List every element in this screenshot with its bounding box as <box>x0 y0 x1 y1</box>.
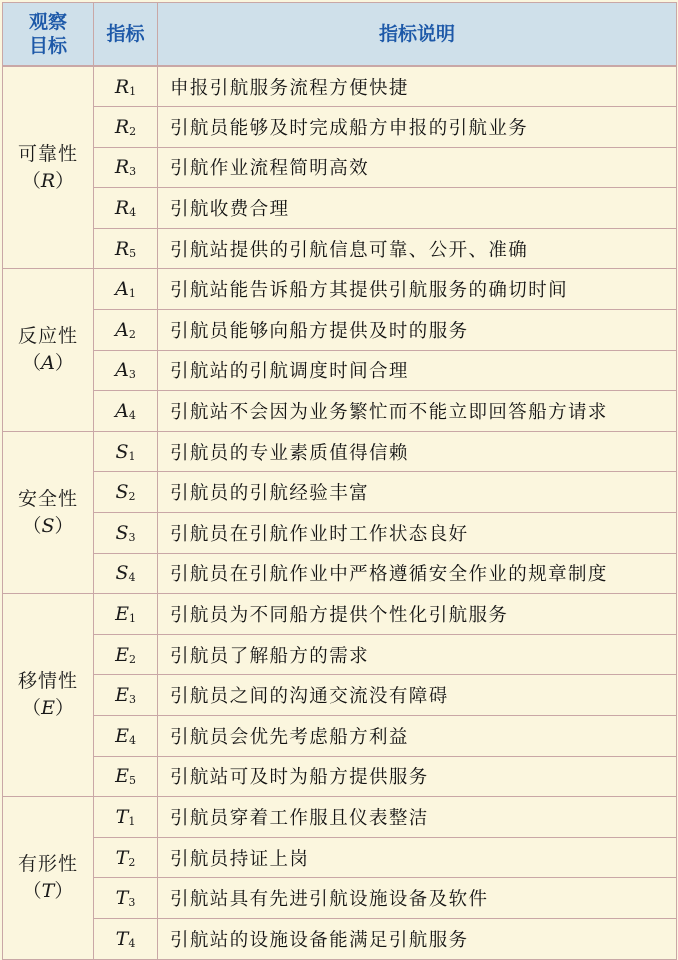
indicator-code <box>94 107 158 148</box>
indicator-description: 引航员会优先考虑船方利益 <box>158 716 677 757</box>
indicator-index: 3 <box>128 530 136 544</box>
indicator-index: 4 <box>129 206 137 220</box>
category-symbol-letter: S <box>41 514 55 537</box>
indicator-code <box>94 350 158 391</box>
indicator-index: 1 <box>128 814 136 828</box>
table-row <box>3 188 677 229</box>
table-row <box>3 716 677 757</box>
indicator-description: 引航作业流程简明高效 <box>158 147 677 188</box>
table-row <box>3 837 677 878</box>
category-symbol: （T） <box>22 879 74 902</box>
indicator-code <box>94 594 158 635</box>
indicator-letter: E <box>115 603 129 626</box>
header-category-line2: 目标 <box>28 35 67 57</box>
indicator-code <box>94 797 158 838</box>
table-row <box>3 878 677 919</box>
table-row <box>3 797 677 838</box>
table-row <box>3 918 677 959</box>
indicator-letter: S <box>115 440 129 463</box>
indicator-description: 引航员能够向船方提供及时的服务 <box>158 310 677 351</box>
indicator-letter: S <box>115 481 129 504</box>
category-name: 安全性 <box>17 487 78 510</box>
category-symbol: （E） <box>22 697 74 720</box>
table-row <box>3 350 677 391</box>
header-category <box>3 3 94 67</box>
category-symbol: （S） <box>22 514 74 537</box>
indicator-letter: R <box>114 197 130 220</box>
indicator-index: 3 <box>128 896 136 910</box>
indicator-code <box>94 228 158 269</box>
category-cell <box>3 594 94 797</box>
indicator-letter: A <box>115 318 129 341</box>
indicator-description: 引航站不会因为业务繁忙而不能立即回答船方请求 <box>158 391 677 432</box>
indicator-index: 1 <box>128 449 136 463</box>
indicator-code <box>94 837 158 878</box>
indicator-code <box>94 269 158 310</box>
category-cell <box>3 66 94 269</box>
indicator-letter: S <box>115 521 129 544</box>
table-row <box>3 269 677 310</box>
indicator-description: 引航员在引航作业时工作状态良好 <box>158 513 677 554</box>
indicator-index: 5 <box>128 774 136 788</box>
indicator-description: 引航站可及时为船方提供服务 <box>158 756 677 797</box>
indicator-index: 4 <box>128 936 136 950</box>
indicator-description: 引航站的引航调度时间合理 <box>158 350 677 391</box>
indicator-description: 引航员为不同船方提供个性化引航服务 <box>158 594 677 635</box>
indicator-description: 引航员穿着工作服且仪表整洁 <box>158 797 677 838</box>
table-row <box>3 513 677 554</box>
indicator-index: 1 <box>128 612 136 626</box>
indicator-letter: E <box>115 724 129 747</box>
table-row <box>3 66 677 107</box>
table-row <box>3 756 677 797</box>
indicator-letter: A <box>115 400 129 423</box>
indicator-index: 5 <box>129 246 137 260</box>
indicator-letter: R <box>114 237 130 260</box>
indicator-code <box>94 918 158 959</box>
indicator-description: 引航员在引航作业中严格遵循安全作业的规章制度 <box>158 553 677 594</box>
indicator-description: 引航站提供的引航信息可靠、公开、准确 <box>158 228 677 269</box>
table-row <box>3 675 677 716</box>
table-row <box>3 147 677 188</box>
table-row <box>3 431 677 472</box>
indicator-index: 2 <box>128 327 136 341</box>
indicator-letter: E <box>115 684 129 707</box>
indicator-code <box>94 634 158 675</box>
indicator-letter: E <box>115 643 129 666</box>
header-description: 指标说明 <box>158 3 677 67</box>
category-cell <box>3 269 94 431</box>
indicator-description: 引航站具有先进引航设施设备及软件 <box>158 878 677 919</box>
table-row <box>3 553 677 594</box>
indicator-index: 2 <box>128 855 136 869</box>
indicator-index: 2 <box>129 124 137 138</box>
indicator-code <box>94 66 158 107</box>
indicator-table <box>2 2 677 960</box>
category-symbol: （A） <box>22 352 74 375</box>
indicator-index: 4 <box>128 571 136 585</box>
indicator-description: 引航员的引航经验丰富 <box>158 472 677 513</box>
indicator-letter: T <box>115 927 129 950</box>
header-category-line1: 观察 <box>28 11 67 33</box>
indicator-code <box>94 878 158 919</box>
category-symbol-letter: A <box>41 352 55 375</box>
table-row <box>3 634 677 675</box>
indicator-index: 3 <box>128 368 136 382</box>
indicator-index: 1 <box>129 84 137 98</box>
category-symbol-letter: E <box>41 697 55 720</box>
indicator-code <box>94 675 158 716</box>
table-row <box>3 228 677 269</box>
indicator-letter: A <box>115 278 129 301</box>
indicator-code <box>94 310 158 351</box>
category-symbol: （R） <box>21 169 75 192</box>
indicator-description: 引航员之间的沟通交流没有障碍 <box>158 675 677 716</box>
table-row <box>3 472 677 513</box>
indicator-code <box>94 391 158 432</box>
indicator-letter: T <box>115 805 129 828</box>
indicator-description: 引航收费合理 <box>158 188 677 229</box>
indicator-letter: R <box>114 156 130 179</box>
indicator-letter: T <box>115 846 129 869</box>
category-name: 有形性 <box>17 852 78 875</box>
indicator-code <box>94 431 158 472</box>
indicator-code <box>94 147 158 188</box>
indicator-index: 2 <box>128 652 136 666</box>
indicator-code <box>94 188 158 229</box>
indicator-letter: T <box>115 887 129 910</box>
indicator-description: 申报引航服务流程方便快捷 <box>158 66 677 107</box>
category-name: 移情性 <box>17 670 78 693</box>
indicator-description: 引航员能够及时完成船方申报的引航业务 <box>158 107 677 148</box>
indicator-letter: R <box>114 115 130 138</box>
category-cell <box>3 797 94 959</box>
category-name: 可靠性 <box>17 142 78 165</box>
indicator-index: 3 <box>128 693 136 707</box>
indicator-description: 引航员持证上岗 <box>158 837 677 878</box>
indicator-letter: A <box>115 359 129 382</box>
indicator-code <box>94 472 158 513</box>
indicator-index: 4 <box>128 733 136 747</box>
header-indicator: 指标 <box>94 3 158 67</box>
indicator-description: 引航站的设施设备能满足引航服务 <box>158 918 677 959</box>
indicator-code <box>94 756 158 797</box>
indicator-description: 引航员的专业素质值得信赖 <box>158 431 677 472</box>
category-name: 反应性 <box>17 325 78 348</box>
indicator-description: 引航站能告诉船方其提供引航服务的确切时间 <box>158 269 677 310</box>
category-cell <box>3 431 94 593</box>
category-symbol-letter: R <box>40 169 56 192</box>
indicator-index: 3 <box>129 165 137 179</box>
indicator-index: 1 <box>128 287 136 301</box>
indicator-index: 4 <box>128 409 136 423</box>
table-row <box>3 107 677 148</box>
table-row <box>3 391 677 432</box>
header-row <box>3 3 677 67</box>
indicator-letter: S <box>115 562 129 585</box>
indicator-letter: R <box>114 75 130 98</box>
indicator-index: 2 <box>128 490 136 504</box>
indicator-code <box>94 513 158 554</box>
category-symbol-letter: T <box>41 879 55 902</box>
table-body <box>3 66 677 959</box>
indicator-description: 引航员了解船方的需求 <box>158 634 677 675</box>
table-row <box>3 594 677 635</box>
indicator-code <box>94 553 158 594</box>
indicator-code <box>94 716 158 757</box>
indicator-letter: E <box>115 765 129 788</box>
table-row <box>3 310 677 351</box>
